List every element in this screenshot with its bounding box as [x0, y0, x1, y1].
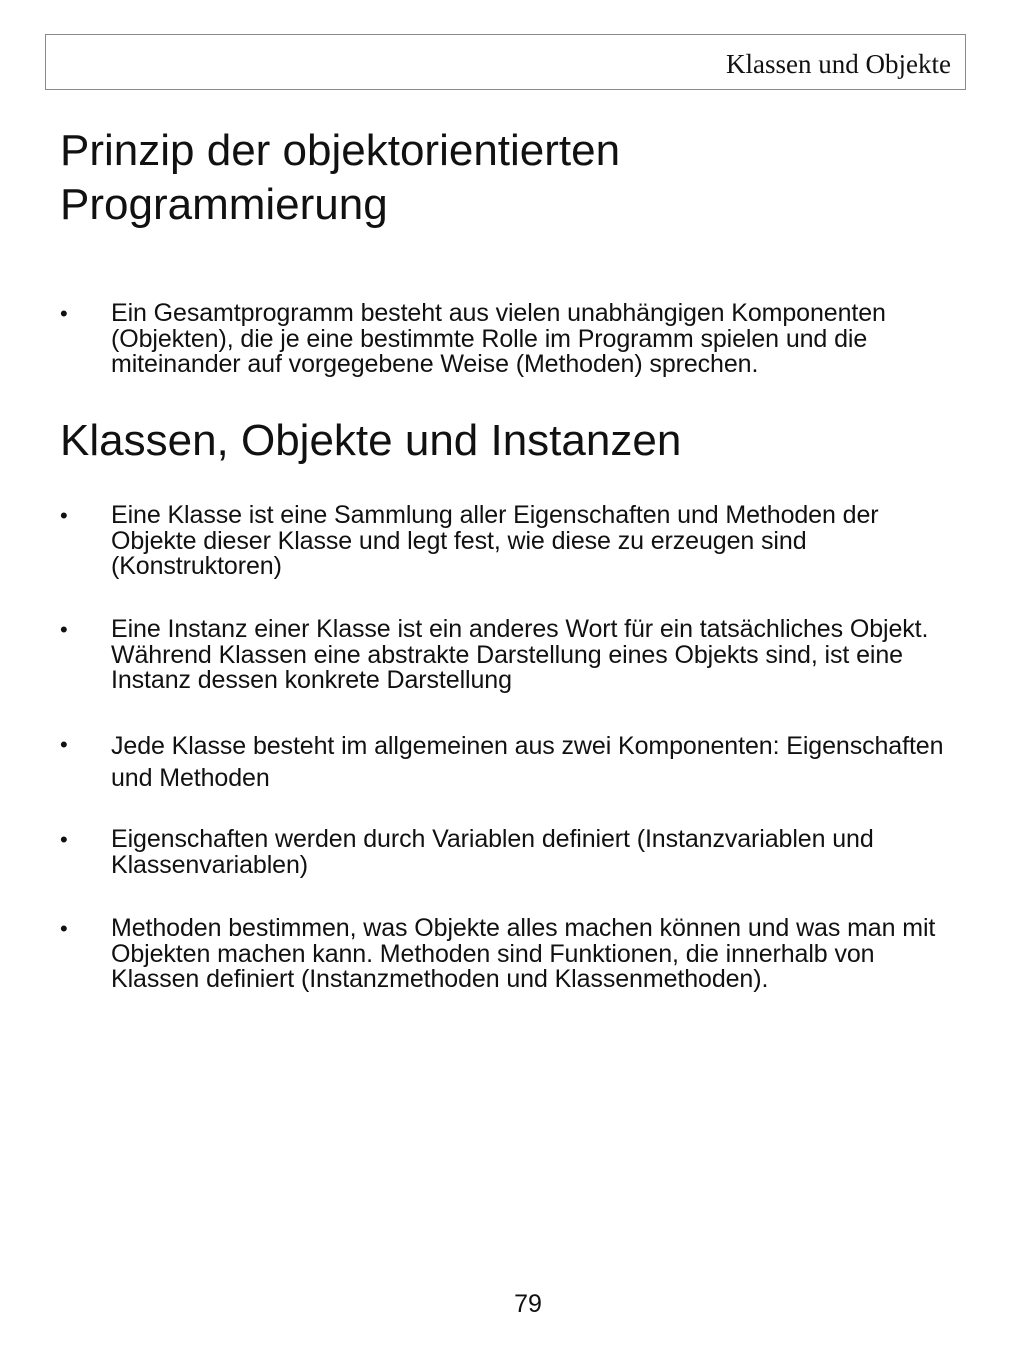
running-header-title: Klassen und Objekte [726, 49, 951, 79]
bullet-text: Jede Klasse besteht im allgemeinen aus zwei Komponenten: Eigenschaften und Methoden [111, 732, 944, 792]
bullet-text: Ein Gesamtprogramm besteht aus vielen unabhängigen Komponenten (Objekten), die je eine bestimmte Rolle im Programm spielen und die miteinander auf vorgegebene Weise (Methoden) sprechen. [111, 299, 886, 378]
bullet-text: Methoden bestimmen, was Objekte alles machen können und was man mit Objekten machen kann. Methoden sind Funktionen, die innerhalb von Klassen definiert (Instanzmethoden und Klassenmethoden). [111, 914, 936, 993]
bullet-dot: • [60, 827, 68, 852]
bullet-dot: • [60, 301, 68, 326]
bullet-text: Eine Instanz einer Klasse ist ein anderes Wort für ein tatsächliches Objekt. Während Klassen eine abstrakte Darstellung eines Objekts sind, ist eine Instanz dessen konkrete Darstellung [111, 615, 929, 694]
bullet-dot: • [60, 916, 68, 941]
bullet-dot: • [60, 617, 68, 642]
bullet-text: Eigenschaften werden durch Variablen definiert (Instanzvariablen und Klassenvariablen) [111, 825, 874, 879]
section-heading-klassen: Klassen, Objekte und Instanzen [60, 416, 682, 465]
bullet-dot: • [60, 503, 68, 528]
section-heading-prinzip: Prinzip der objektorientierten Programmierung [60, 126, 621, 229]
bullet-text: Eine Klasse ist eine Sammlung aller Eigenschaften und Methoden der Objekte dieser Klasse und legt fest, wie diese zu erzeugen sind (Konstruktoren) [111, 501, 879, 580]
bullet-dot: • [60, 732, 68, 757]
running-header [45, 34, 966, 90]
page-number: 79 [514, 1290, 542, 1318]
